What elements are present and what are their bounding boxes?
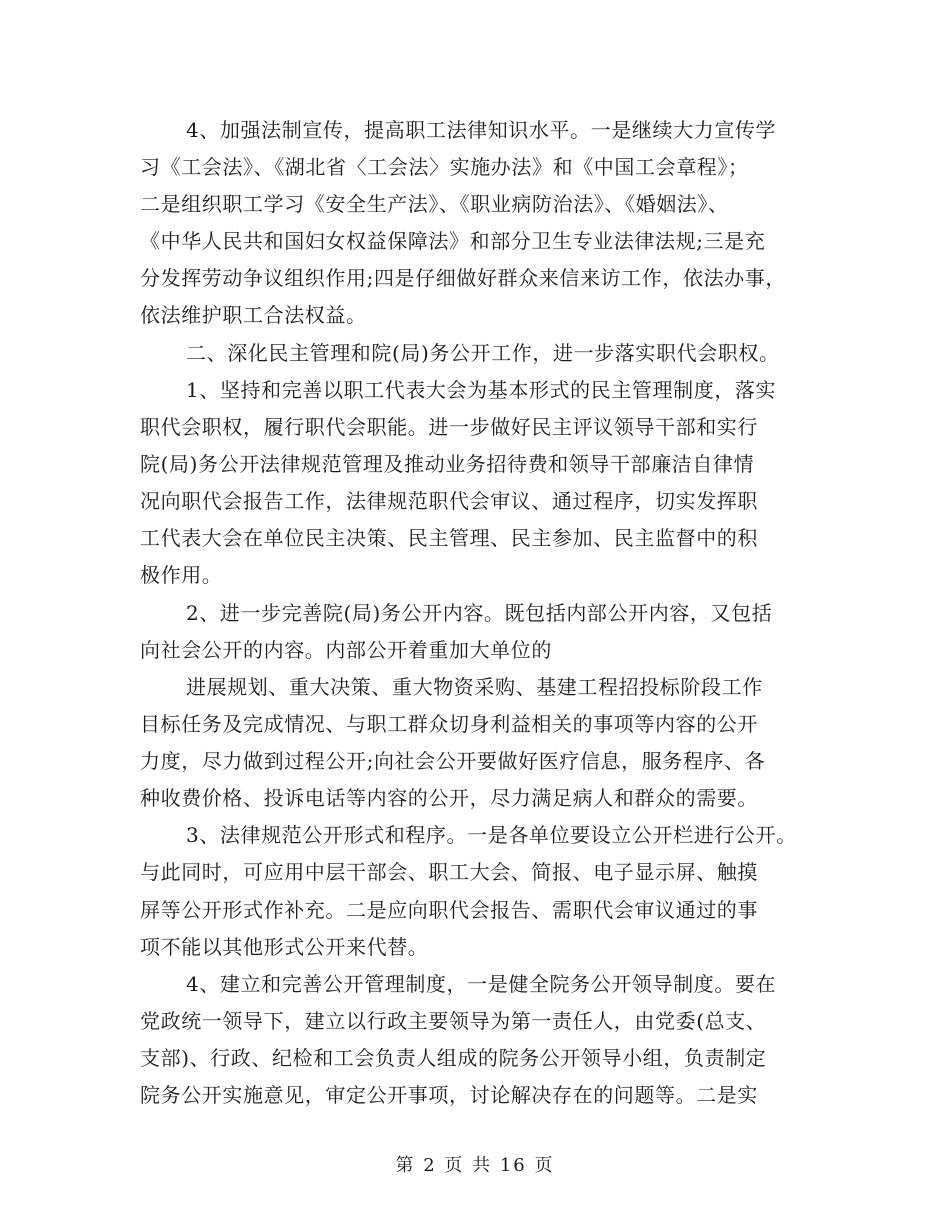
text-line: 党政统一领导下，建立以行政主要领导为第一责任人，由党委(总支、 <box>140 1009 767 1033</box>
text-line: 进展规划、重大决策、重大物资采购、基建工程招投标阶段工作 <box>186 675 763 699</box>
text-line: 4、加强法制宣传，提高职工法律知识水平。一是继续大力宣传学 <box>186 118 777 142</box>
text-line: 极作用。 <box>140 563 223 587</box>
text-line: 种收费价格、投诉电话等内容的公开，尽力满足病人和群众的需要。 <box>140 786 758 810</box>
text-line: 依法维护职工合法权益。 <box>140 303 367 327</box>
text-line: 职代会职权，履行职代会职能。进一步做好民主评议领导干部和实行 <box>140 415 758 439</box>
text-line: 支部)、行政、纪检和工会负责人组成的院务公开领导小组，负责制定 <box>140 1046 767 1070</box>
text-line: 院务公开实施意见，审定公开事项，讨论解决存在的问题等。二是实 <box>140 1083 758 1107</box>
text-line: 2、进一步完善院(局)务公开内容。既包括内部公开内容，又包括 <box>186 601 773 625</box>
page-number-footer: 第 2 页 共 16 页 <box>395 1155 555 1176</box>
text-line: 况向职代会报告工作，法律规范职代会审议、通过程序，切实发挥职 <box>140 489 758 513</box>
text-line: 与此同时，可应用中层干部会、职工大会、简报、电子显示屏、触摸 <box>140 860 758 884</box>
text-line: 力度，尽力做到过程公开;向社会公开要做好医疗信息，服务程序、各 <box>140 749 766 773</box>
text-line: 目标任务及完成情况、与职工群众切身利益相关的事项等内容的公开 <box>140 712 758 736</box>
text-line: 项不能以其他形式公开来代替。 <box>140 935 429 959</box>
text-line: 屏等公开形式作补充。二是应向职代会报告、需职代会审议通过的事 <box>140 898 758 922</box>
text-line: 工代表大会在单位民主决策、民主管理、民主参加、民主监督中的积 <box>140 526 758 550</box>
text-line: 《中华人民共和国妇女权益保障法》和部分卫生专业法律法规;三是充 <box>140 229 766 253</box>
text-line: 向社会公开的内容。内部公开着重加大单位的 <box>140 638 552 662</box>
text-line: 院(局)务公开法律规范管理及推动业务招待费和领导干部廉洁自律情 <box>140 452 755 476</box>
text-line: 二是组织职工学习《安全生产法》、《职业病防治法》、《婚姻法》、 <box>140 192 729 216</box>
section-heading: 二、深化民主管理和院(局)务公开工作，进一步落实职代会职权。 <box>186 341 780 365</box>
text-line: 1、坚持和完善以职工代表大会为基本形式的民主管理制度，落实 <box>186 378 777 402</box>
text-line: 分发挥劳动争议组织作用;四是仔细做好群众来信来访工作，依法办事， <box>140 266 786 290</box>
text-line: 习《工会法》、《湖北省〈工会法〉实施办法》和《中国工会章程》； <box>140 155 749 179</box>
text-line: 4、建立和完善公开管理制度，一是健全院务公开领导制度。要在 <box>186 972 777 996</box>
text-line: 3、法律规范公开形式和程序。一是各单位要设立公开栏进行公开。 <box>186 823 797 847</box>
